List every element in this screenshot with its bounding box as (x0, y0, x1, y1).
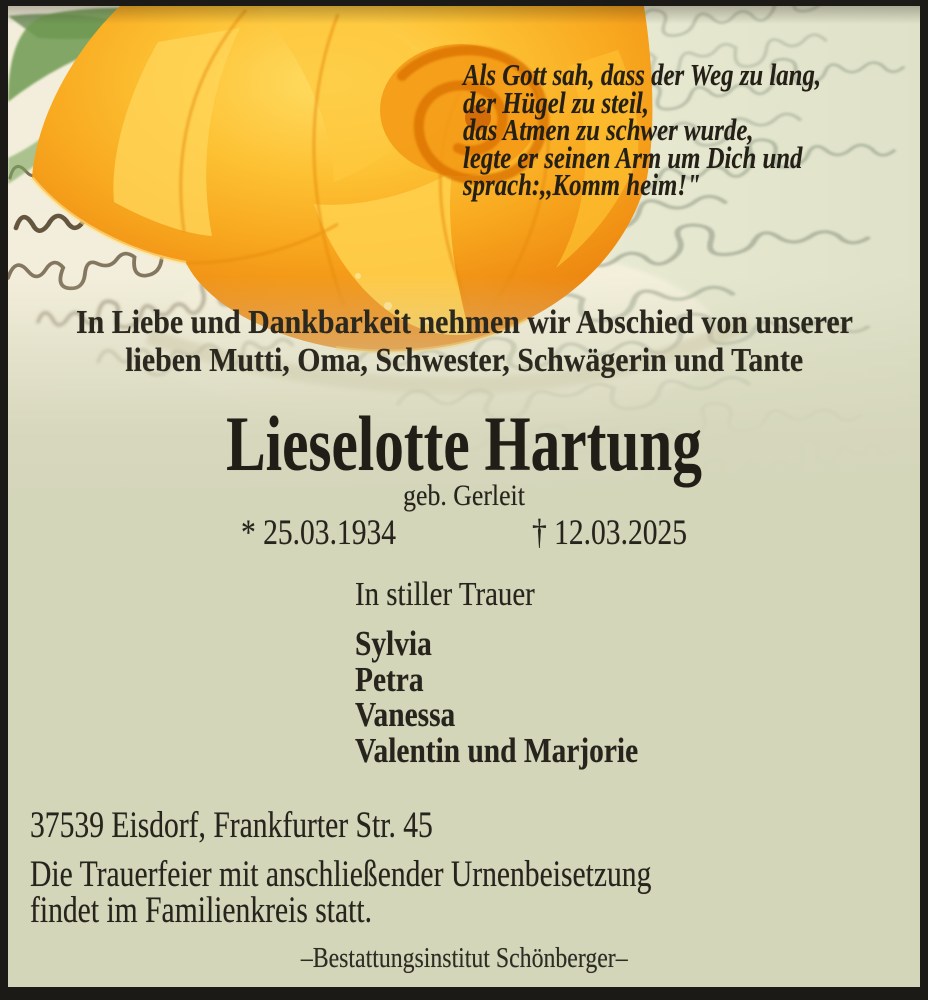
mourner-name: Vanessa (355, 695, 456, 734)
poem-line: legte er seinen Arm um Dich und (463, 139, 803, 175)
ceremony-line-1: Die Trauerfeier mit anschließender Urnenbeisetzung (30, 854, 652, 895)
address-line: 37539 Eisdorf, Frankfurter Str. 45 (30, 805, 433, 846)
ceremony-info (30, 854, 652, 931)
intro-line-2: lieben Mutti, Oma, Schwester, Schwägerin und Tante (125, 342, 803, 379)
poem-line: sprach:,,Komm heim!" (463, 167, 701, 202)
intro-line-1: In Liebe und Dankbarkeit nehmen wir Abschied von unserer (75, 304, 853, 341)
obituary-sheet (8, 6, 920, 987)
poem (463, 57, 822, 202)
poem-line: Als Gott sah, dass der Weg zu lang, (463, 57, 822, 92)
mourning-heading: In stiller Trauer (355, 576, 535, 613)
life-dates (8, 512, 920, 552)
maiden-name: geb. Gerleit (403, 479, 525, 512)
mourner-name: Sylvia (355, 624, 432, 663)
death-date: † 12.03.2025 (532, 512, 687, 552)
poem-line: der Hügel zu steil, (463, 84, 650, 120)
mourner-list (355, 626, 638, 768)
intro-text (8, 304, 920, 380)
mourner-name: Valentin und Marjorie (355, 730, 639, 770)
mourner-name: Petra (355, 659, 424, 699)
funeral-home-line: –Bestattungsinstitut Schönberger– (300, 943, 628, 974)
ceremony-line-2: findet im Familienkreis statt. (30, 889, 372, 931)
funeral-home (8, 942, 920, 976)
birth-date: * 25.03.1934 (241, 512, 396, 552)
poem-line: das Atmen zu schwer wurde, (463, 112, 754, 147)
deceased-name: Lieselotte Hartung (226, 400, 702, 487)
